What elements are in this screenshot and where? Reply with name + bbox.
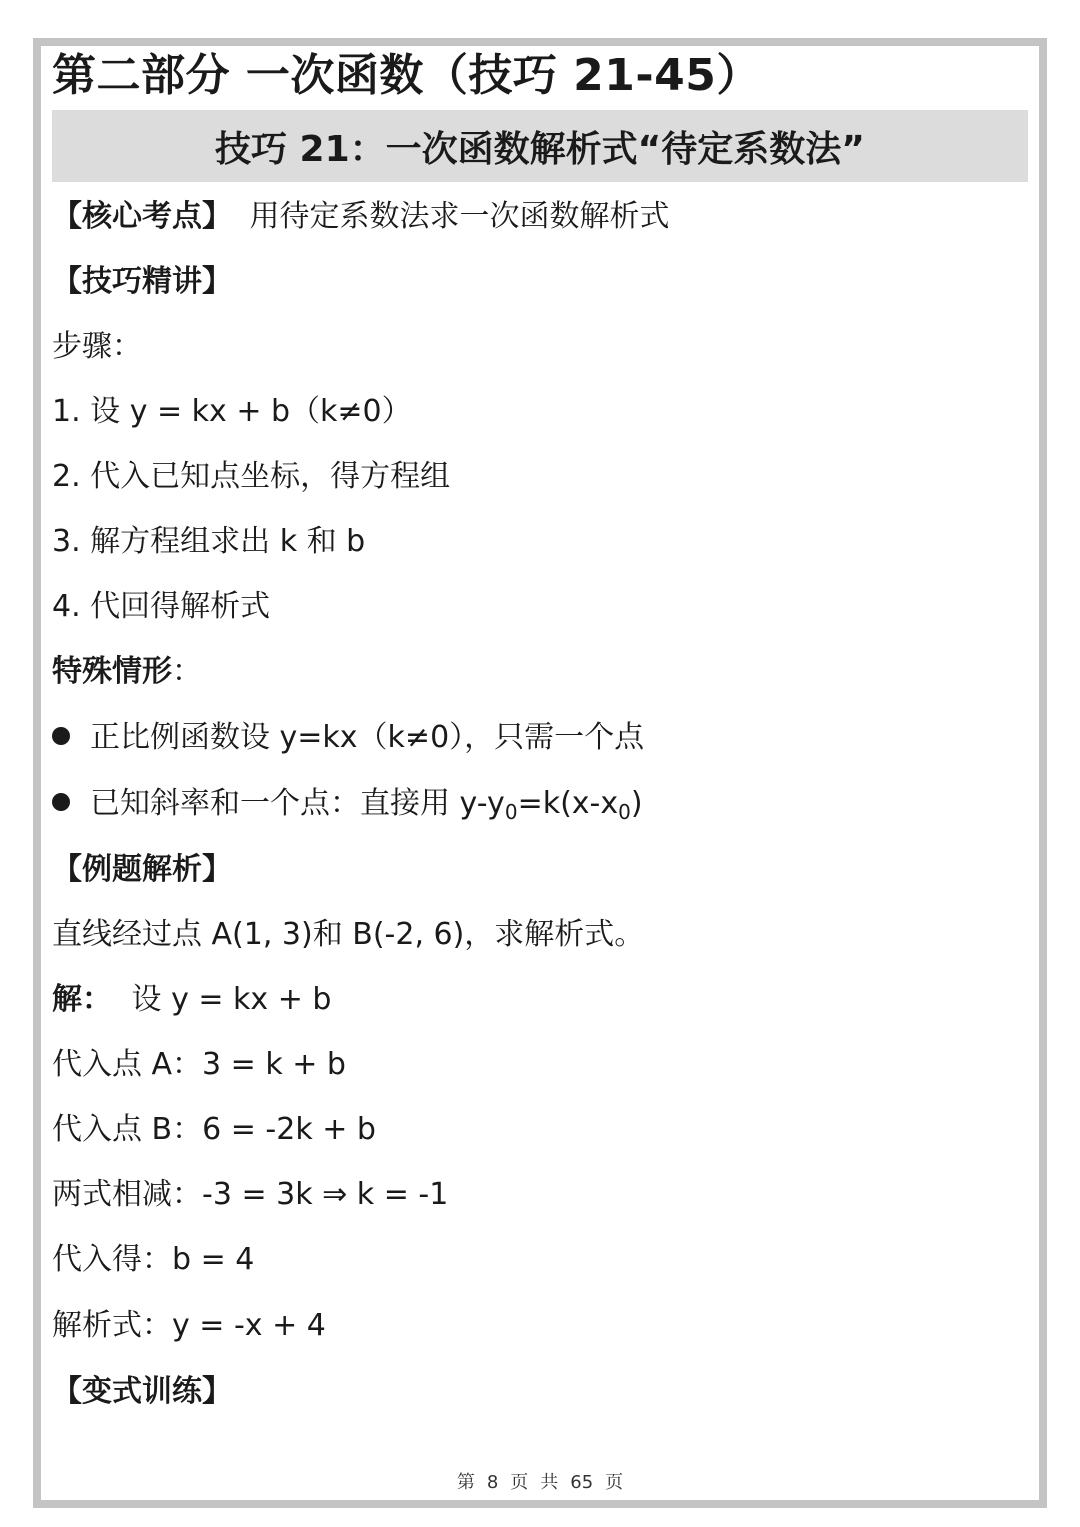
step-item: 4. 代回得解析式 (52, 589, 271, 624)
solution-line: 代入得：b = 4 (52, 1242, 255, 1277)
special-cases-colon: ： (172, 654, 202, 689)
core-point (52, 197, 670, 237)
page-footer (0, 1471, 1080, 1495)
practice-heading: 【变式训练】 (52, 1374, 232, 1409)
solution-line: 两式相减：-3 = 3k ⇒ k = -1 (52, 1177, 449, 1212)
footer-total-word: 共 (540, 1472, 559, 1493)
solution-line: 解析式：y = -x + 4 (52, 1308, 326, 1343)
special-bullet (52, 784, 643, 824)
special-bullet-text: ) (630, 786, 643, 821)
step-item: 2. 代入已知点坐标，得方程组 (52, 459, 451, 494)
core-point-text: 用待定系数法求一次函数解析式 (249, 199, 670, 234)
footer-page-number: 8 (486, 1472, 499, 1493)
example-problem: 直线经过点 A(1, 3)和 B(-2, 6)，求解析式。 (52, 917, 645, 952)
special-cases-label: 特殊情形 (52, 654, 172, 689)
core-point-label: 【核心考点】 (52, 199, 232, 234)
skill-title: 技巧 21：一次函数解析式“待定系数法” (215, 128, 865, 170)
footer-total-unit: 页 (605, 1472, 624, 1493)
solution-first-line (52, 980, 331, 1020)
page-frame (33, 38, 1047, 1508)
step-item: 1. 设 y = kx + b（k≠0） (52, 394, 412, 429)
steps-label: 步骤： (52, 329, 142, 364)
footer-page-word: 第 (456, 1472, 475, 1493)
skill-title-banner (52, 110, 1028, 182)
footer-total-pages: 65 (570, 1472, 594, 1493)
special-cases-heading (52, 652, 202, 692)
special-bullet-text: 正比例函数设 y=kx（k≠0），只需一个点 (90, 720, 645, 755)
explain-heading: 【技巧精讲】 (52, 264, 232, 299)
subscript: 0 (504, 800, 518, 824)
bullet-dot-icon (52, 727, 70, 745)
solution-line: 代入点 A：3 = k + b (52, 1047, 346, 1082)
special-bullet-text: =k(x-x (517, 786, 619, 821)
part-title: 第二部分 一次函数（技巧 21-45） (52, 50, 761, 101)
step-item: 3. 解方程组求出 k 和 b (52, 524, 366, 559)
special-bullet (52, 718, 644, 758)
bullet-dot-icon (52, 793, 70, 811)
solution-label: 解： (52, 982, 112, 1017)
subscript: 0 (618, 800, 631, 824)
example-heading: 【例题解析】 (52, 852, 232, 887)
footer-page-unit: 页 (510, 1472, 529, 1493)
solution-text: 设 y = kx + b (131, 982, 332, 1017)
solution-line: 代入点 B：6 = -2k + b (52, 1112, 376, 1147)
special-bullet-text: 已知斜率和一个点：直接用 y-y (90, 786, 505, 821)
